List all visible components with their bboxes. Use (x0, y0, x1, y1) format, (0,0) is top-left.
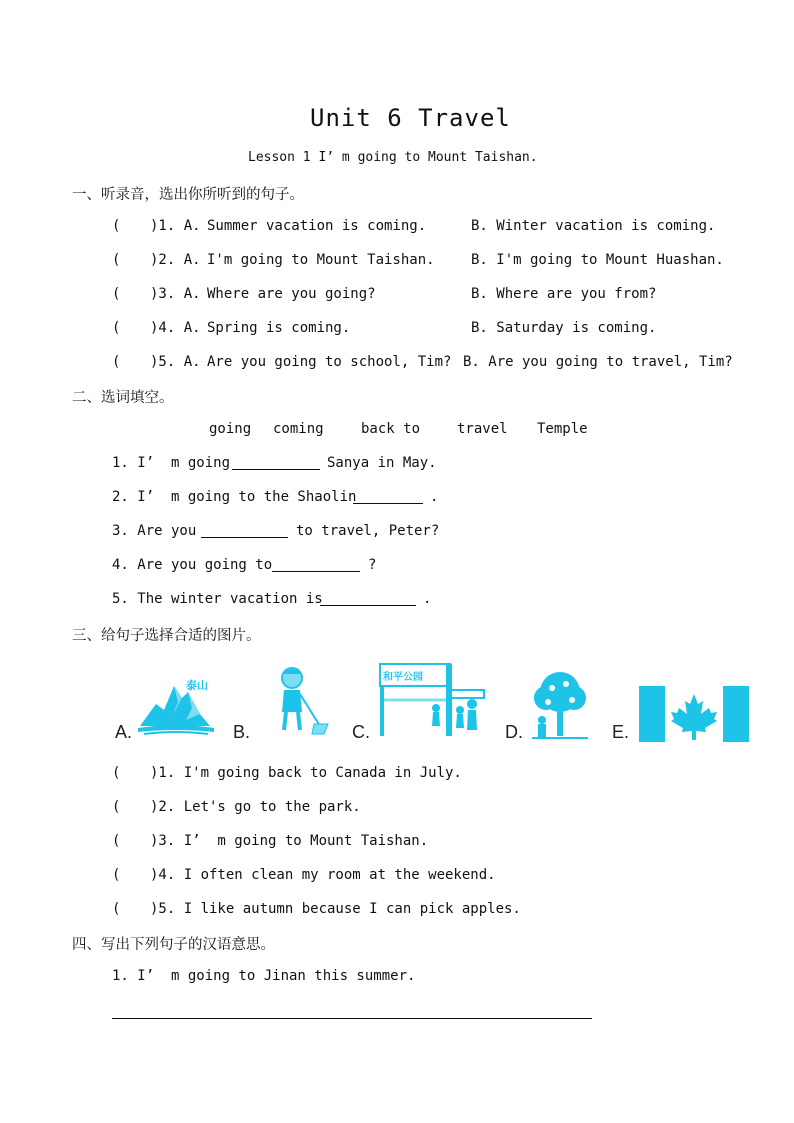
fill-blank[interactable] (232, 455, 320, 470)
sentence: )1. I'm going back to Canada in July. (150, 765, 462, 781)
question-number: )4. A. (150, 320, 201, 336)
section3-heading: 三、给句子选择合适的图片。 (72, 628, 261, 644)
fill-blank[interactable] (353, 489, 423, 504)
sentence-end: . (430, 489, 439, 505)
question-number: )5. A. (150, 354, 201, 370)
sentence-end: Sanya in May. (327, 455, 437, 471)
translation-answer-line[interactable] (112, 1004, 592, 1019)
answer-paren[interactable]: ( (112, 218, 121, 234)
word-bank-item: going (209, 421, 252, 437)
apple-tree-icon (528, 670, 592, 740)
sentence: )2. Let's go to the park. (150, 799, 361, 815)
picture-label-e: E. (612, 722, 630, 742)
translate-sentence: 1. I’ m going to Jinan this summer. (112, 968, 416, 984)
option-a: Are you going to school, Tim? (207, 354, 452, 370)
fill-blank[interactable] (272, 557, 360, 572)
section4-heading: 四、写出下列句子的汉语意思。 (72, 937, 275, 953)
lesson-subtitle: Lesson 1 I’ m going to Mount Taishan. (248, 150, 538, 165)
question-number: )1. A. (150, 218, 201, 234)
picture-label-c: C. (352, 722, 370, 742)
picture-caption-a: 泰山 (186, 679, 208, 692)
question-number: )2. A. (150, 252, 201, 268)
option-a: Spring is coming. (207, 320, 351, 336)
answer-paren[interactable]: ( (112, 867, 121, 883)
sentence-end: to travel, Peter? (296, 523, 440, 539)
section2-heading: 二、选词填空。 (72, 390, 174, 406)
boy-sweeping-icon (272, 664, 336, 742)
sentence-end: . (423, 591, 432, 607)
question-number: )3. A. (150, 286, 201, 302)
picture-label-d: D. (505, 722, 523, 742)
option-b: B. Winter vacation is coming. (471, 218, 716, 234)
option-a: Summer vacation is coming. (207, 218, 427, 234)
picture-label-b: B. (233, 722, 251, 742)
option-b: B. I'm going to Mount Huashan. (471, 252, 724, 268)
answer-paren[interactable]: ( (112, 833, 121, 849)
option-b: B. Saturday is coming. (471, 320, 657, 336)
sentence-start: 1. I’ m going (112, 455, 231, 471)
option-a: Where are you going? (207, 286, 376, 302)
sentence: )3. I’ m going to Mount Taishan. (150, 833, 429, 849)
answer-paren[interactable]: ( (112, 799, 121, 815)
fill-blank[interactable] (320, 591, 416, 606)
word-bank-item: Temple (537, 421, 588, 437)
fill-blank[interactable] (201, 523, 288, 538)
answer-paren[interactable]: ( (112, 354, 121, 370)
picture-caption-c: 和平公园 (383, 672, 423, 683)
page-title: Unit 6 Travel (310, 104, 511, 132)
sentence-end: ? (368, 557, 377, 573)
option-b: B. Where are you from? (471, 286, 657, 302)
sentence-start: 2. I’ m going to the Shaolin (112, 489, 357, 505)
answer-paren[interactable]: ( (112, 765, 121, 781)
section1-heading: 一、听录音，选出你所听到的句子。 (72, 187, 304, 203)
sentence: )5. I like autumn because I can pick apples. (150, 901, 521, 917)
word-bank-item: travel (457, 421, 508, 437)
sentence-start: 3. Are you (112, 523, 197, 539)
word-bank-item: coming (273, 421, 324, 437)
answer-paren[interactable]: ( (112, 286, 121, 302)
sentence: )4. I often clean my room at the weekend. (150, 867, 496, 883)
option-b: B. Are you going to travel, Tim? (463, 354, 733, 370)
sentence-start: 5. The winter vacation is (112, 591, 323, 607)
word-bank-item: back to (361, 421, 421, 437)
answer-paren[interactable]: ( (112, 252, 121, 268)
sentence-start: 4. Are you going to (112, 557, 273, 573)
canada-flag-icon (639, 686, 749, 742)
option-a: I'm going to Mount Taishan. (207, 252, 435, 268)
answer-paren[interactable]: ( (112, 320, 121, 336)
answer-paren[interactable]: ( (112, 901, 121, 917)
picture-label-a: A. (115, 722, 133, 742)
